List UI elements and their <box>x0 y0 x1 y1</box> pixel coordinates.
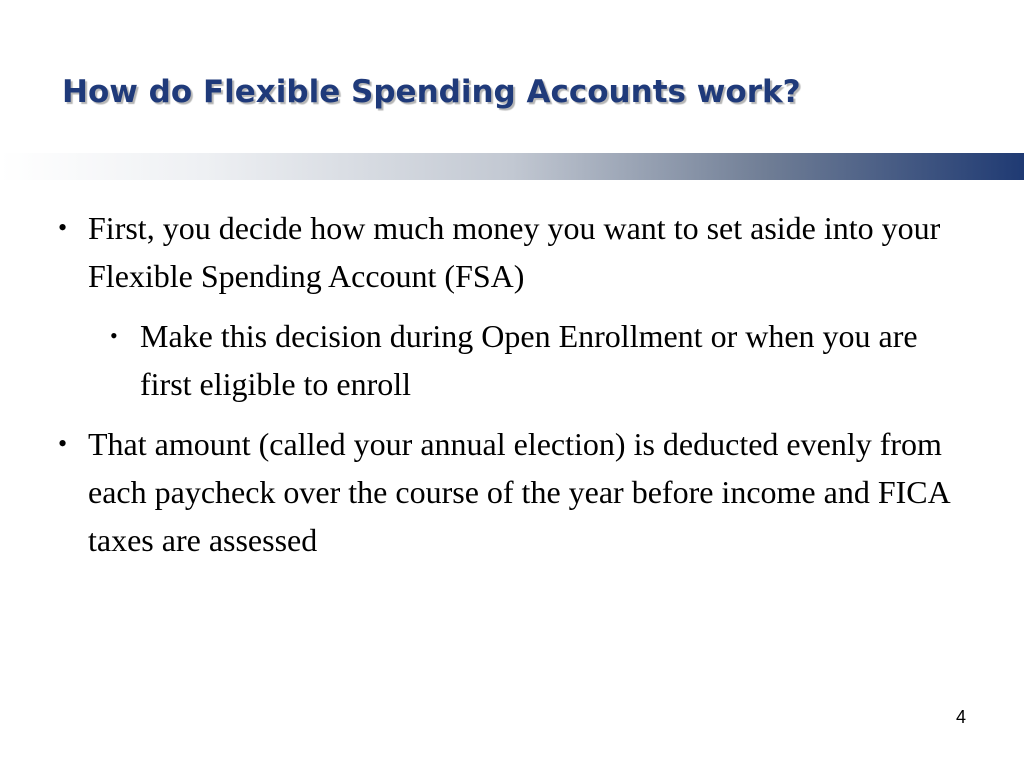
sub-bullet-text: Make this decision during Open Enrollment or when you are first eligible to enroll <box>140 318 918 402</box>
bullet-text: First, you decide how much money you want to set aside into your Flexible Spending Account (FSA) <box>88 210 941 294</box>
bullet-item <box>58 204 958 300</box>
slide-title: How do Flexible Spending Accounts work? <box>62 74 801 110</box>
bullet-text: That amount (called your annual election) is deducted evenly from each paycheck over the course of the year before income and FICA taxes are assessed <box>88 426 949 558</box>
sub-bullet-dot-icon: • <box>110 323 118 348</box>
bullet-dot-icon: • <box>58 429 68 458</box>
sub-bullet-item <box>110 312 958 408</box>
page-number: 4 <box>955 707 966 727</box>
title-divider-bar <box>0 153 1024 180</box>
bullet-item <box>58 420 958 564</box>
bullet-list <box>58 204 958 576</box>
bullet-dot-icon: • <box>58 213 68 242</box>
